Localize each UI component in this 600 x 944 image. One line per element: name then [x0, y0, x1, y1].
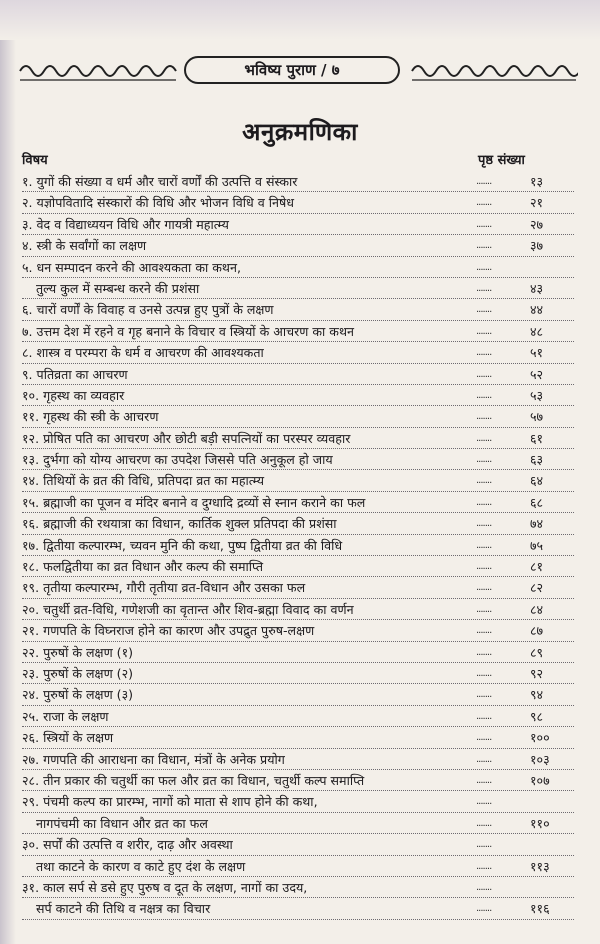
entry-page-number: १०३	[530, 751, 550, 767]
index-entry	[0, 813, 600, 834]
entry-title: १९. तृतीया कल्पारम्भ, गौरी तृतीया व्रत-विधान और उसका फल	[22, 580, 306, 596]
entry-title: २३. पुरुषों के लक्षण (२)	[22, 665, 134, 681]
leader-dots: .......	[476, 732, 492, 744]
entry-title: नागपंचमी का विधान और व्रत का फल	[36, 815, 208, 831]
leader-dots: .......	[476, 903, 492, 915]
entry-title: २७. गणपति की आराधना का विधान, मंत्रों के अनेक प्रयोग	[22, 751, 285, 767]
entry-page-number: ६८	[530, 494, 544, 510]
entry-page-number: १०७	[530, 772, 550, 788]
running-header	[18, 54, 578, 88]
entry-title: ८. शास्त्र व परम्परा के धर्म व आचरण की आवश्यकता	[22, 345, 264, 361]
entry-page-number: ९२	[530, 665, 544, 681]
entry-page-number: ११६	[530, 901, 550, 917]
entry-title: २१. गणपति के विघ्नराज होने का कारण और उपद्रुत पुरुष-लक्षण	[22, 623, 315, 639]
entry-page-number: ६१	[530, 430, 544, 446]
entry-page-number: २७	[530, 216, 544, 232]
index-entry	[0, 235, 600, 256]
index-entry	[0, 642, 600, 663]
leader-dots: .......	[476, 561, 492, 573]
index-entry	[0, 770, 600, 791]
index-entry	[0, 385, 600, 406]
index-title: अनुक्रमणिका	[242, 118, 358, 146]
entry-page-number: ४३	[530, 280, 544, 296]
index-entries	[0, 171, 600, 920]
leader-dots: .......	[476, 774, 492, 786]
leader-dots: .......	[476, 518, 492, 530]
entry-title: तथा काटने के कारण व काटे हुए दंश के लक्षण	[36, 858, 246, 874]
leader-dots: .......	[476, 582, 492, 594]
leader-dots: .......	[476, 817, 492, 829]
leader-dots: .......	[476, 176, 492, 187]
index-entry	[0, 492, 600, 513]
left-ornament	[18, 54, 178, 88]
entry-title: २५. राजा के लक्षण	[22, 708, 109, 724]
entry-title: २. यज्ञोपवितादि संस्कारों की विधि और भोजन विधि व निषेध	[22, 195, 295, 211]
index-entry	[0, 449, 600, 470]
leader-dots: .......	[476, 710, 492, 722]
index-entry	[0, 278, 600, 299]
row-rule	[22, 919, 574, 920]
entry-page-number: ८७	[530, 623, 544, 639]
bleed-through-top	[0, 0, 600, 40]
entry-page-number: ८४	[530, 601, 544, 617]
leader-dots: .......	[476, 368, 492, 380]
entry-title: १४. तिथियों के व्रत की विधि, प्रतिपदा व्रत का महात्म्य	[22, 473, 264, 489]
entry-page-number: ४८	[530, 323, 544, 339]
index-entry	[0, 599, 600, 620]
entry-title: १७. द्वितीया कल्पारम्भ, च्यवन मुनि की कथा, पुष्प द्वितीया व्रत की विधि	[22, 537, 343, 553]
entry-title: २९. पंचमी कल्प का प्रारम्भ, नागों को माता से शाप होने की कथा,	[22, 794, 318, 810]
index-entry	[0, 257, 600, 278]
leader-dots: .......	[476, 454, 492, 466]
entry-page-number: ८२	[530, 580, 544, 596]
entry-page-number: ८९	[530, 644, 544, 660]
index-entry	[0, 192, 600, 213]
entry-page-number: ५३	[530, 387, 544, 403]
entry-title: २६. स्त्रियों के लक्षण	[22, 730, 114, 746]
index-entry	[0, 620, 600, 641]
index-entry	[0, 321, 600, 342]
entry-page-number: ८१	[530, 559, 544, 575]
leader-dots: .......	[476, 218, 492, 230]
leader-dots: .......	[476, 667, 492, 679]
index-entry	[0, 856, 600, 877]
leader-dots: .......	[476, 261, 492, 273]
leader-dots: .......	[476, 753, 492, 765]
entry-page-number: ११३	[530, 858, 550, 874]
index-entry	[0, 342, 600, 363]
entry-page-number: ६३	[530, 452, 544, 468]
index-entry	[0, 470, 600, 491]
leader-dots: .......	[476, 881, 492, 893]
entry-title: ३०. सर्पों की उत्पत्ति व शरीर, दाढ़ और अवस्था	[22, 837, 233, 853]
entry-title: ९. पतिव्रता का आचरण	[22, 366, 128, 382]
entry-title: १५. ब्रह्माजी का पूजन व मंदिर बनाने व दुग्धादि द्रव्यों से स्नान कराने का फल	[22, 494, 366, 510]
entry-title: १२. प्रोषित पति का आचरण और छोटी बड़ी सपत्नियों का परस्पर व्यवहार	[22, 430, 351, 446]
leader-dots: .......	[476, 689, 492, 701]
index-entry	[0, 791, 600, 812]
leader-dots: .......	[476, 603, 492, 615]
right-ornament	[410, 54, 578, 88]
entry-page-number: ५७	[530, 409, 544, 425]
index-entry	[0, 727, 600, 748]
entry-title: ११. गृहस्थ की स्त्री के आचरण	[22, 409, 159, 425]
entry-page-number: ६४	[530, 473, 544, 489]
entry-title: २४. पुरुषों के लक्षण (३)	[22, 687, 134, 703]
entry-title: ६. चारों वर्णों के विवाह व उनसे उत्पन्न हुए पुत्रों के लक्षण	[22, 302, 274, 318]
index-entry	[0, 535, 600, 556]
entry-page-number: ४४	[530, 302, 544, 318]
entry-page-number: ५२	[530, 366, 544, 382]
entry-page-number: ११०	[530, 815, 550, 831]
leader-dots: .......	[476, 539, 492, 551]
index-entry	[0, 364, 600, 385]
entry-page-number: ३७	[530, 238, 544, 254]
index-entry	[0, 577, 600, 598]
leader-dots: .......	[476, 240, 492, 252]
entry-page-number: ७५	[530, 537, 544, 553]
entry-title: ५. धन सम्पादन करने की आवश्यकता का कथन,	[22, 259, 241, 275]
index-entry	[0, 898, 600, 919]
entry-title: सर्प काटने की तिथि व नक्षत्र का विचार	[36, 901, 211, 917]
leader-dots: .......	[476, 796, 492, 808]
entry-title: १८. फलद्वितीया का व्रत विधान और कल्प की समाप्ति	[22, 559, 264, 575]
entry-title: २८. तीन प्रकार की चतुर्थी का फल और व्रत का विधान, चतुर्थी कल्प समाप्ति	[22, 772, 365, 788]
index-entry	[0, 214, 600, 235]
entry-title: ७. उत्तम देश में रहने व गृह बनाने के विचार व स्त्रियों के आचरण का कथन	[22, 323, 355, 339]
entry-page-number: ९४	[530, 687, 544, 703]
subject-column-header: विषय	[22, 153, 48, 168]
index-entry	[0, 706, 600, 727]
index-entry	[0, 171, 600, 192]
entry-page-number: ७४	[530, 516, 544, 532]
index-entry	[0, 749, 600, 770]
entry-page-number: १००	[530, 730, 550, 746]
index-entry	[0, 663, 600, 684]
leader-dots: .......	[476, 197, 492, 209]
index-entry	[0, 428, 600, 449]
leader-dots: .......	[476, 304, 492, 316]
leader-dots: .......	[476, 646, 492, 658]
page-column-header: पृष्ठ संख्या	[478, 153, 525, 168]
entry-title: २०. चतुर्थी व्रत-विधि, गणेशजी का वृतान्त और शिव-ब्रह्मा विवाद का वर्णन	[22, 601, 354, 617]
entry-title: १६. ब्रह्माजी की रथयात्रा का विधान, कार्तिक शुक्ल प्रतिपदा की प्रशंसा	[22, 516, 337, 532]
index-entry	[0, 834, 600, 855]
entry-title: १०. गृहस्थ का व्यवहार	[22, 387, 125, 403]
entry-title: ४. स्त्री के सर्वांगों का लक्षण	[22, 238, 147, 254]
leader-dots: .......	[476, 325, 492, 337]
entry-page-number: २१	[530, 195, 544, 211]
leader-dots: .......	[476, 282, 492, 294]
leader-dots: .......	[476, 411, 492, 423]
leader-dots: .......	[476, 432, 492, 444]
entry-title: ३. वेद व विद्याध्ययन विधि और गायत्री महात्म्य	[22, 216, 229, 232]
entry-title: २२. पुरुषों के लक्षण (१)	[22, 644, 134, 660]
leader-dots: .......	[476, 496, 492, 508]
entry-page-number: ९८	[530, 708, 544, 724]
index-entry	[0, 877, 600, 898]
leader-dots: .......	[476, 839, 492, 851]
running-title: भविष्य पुराण / ७	[184, 56, 400, 84]
index-entry	[0, 299, 600, 320]
entry-page-number: ५१	[530, 345, 544, 361]
entry-title: तुल्य कुल में सम्बन्ध करने की प्रशंसा	[36, 280, 200, 296]
entry-title: १३. दुर्भगा को योग्य आचरण का उपदेश जिससे पति अनुकूल हो जाय	[22, 452, 333, 468]
index-entry	[0, 406, 600, 427]
index-entry	[0, 513, 600, 534]
leader-dots: .......	[476, 860, 492, 872]
leader-dots: .......	[476, 625, 492, 637]
index-entry	[0, 684, 600, 705]
index-entry	[0, 556, 600, 577]
leader-dots: .......	[476, 475, 492, 487]
entry-title: ३१. काल सर्प से डसे हुए पुरुष व दूत के लक्षण, नागों का उदय,	[22, 879, 308, 895]
entry-page-number: १३	[530, 174, 544, 189]
leader-dots: .......	[476, 347, 492, 359]
leader-dots: .......	[476, 389, 492, 401]
entry-title: १. युगों की संख्या व धर्म और चारों वर्णों की उत्पत्ति व संस्कार	[22, 174, 298, 189]
